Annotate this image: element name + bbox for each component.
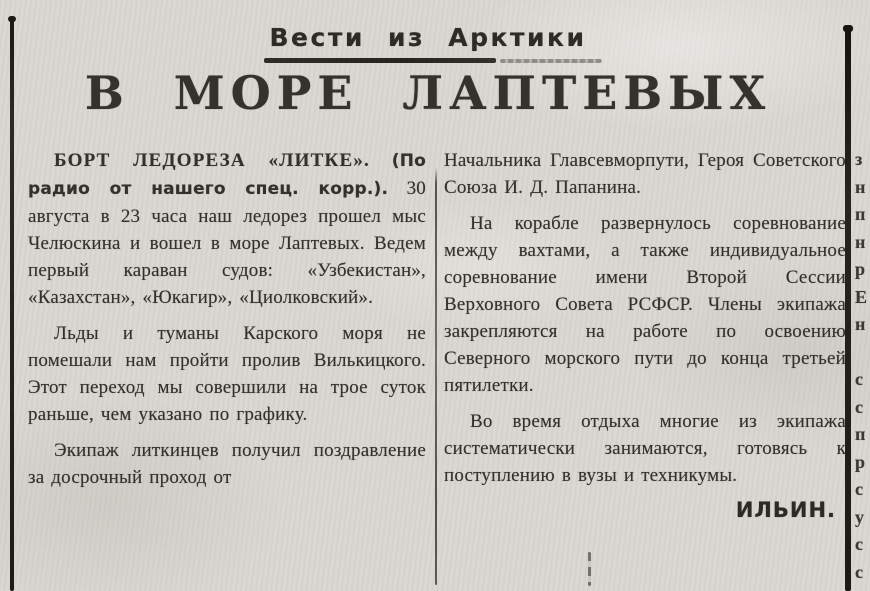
paragraph: Льды и туманы Карского моря не помешали нам пройти пролив Вилькицкого. Этот переход мы совершили на трое суток раньше, чем указано по графику.: [28, 323, 426, 425]
kicker-underline-light: [500, 59, 602, 63]
margin-fragment: п: [855, 424, 867, 444]
margin-fragment: н: [855, 231, 867, 252]
margin-fragment: с: [855, 534, 864, 554]
paragraph: На корабле развернулось соревнование между вахтами, а также индивидуальное соревнование имени Второй Сессии Верховного Совета РСФСР. Члены экипажа закрепляются на работе по освоению Северного морского пути до конца третьей пятилетки.: [444, 213, 846, 396]
margin-fragment: с: [855, 369, 864, 389]
article-column-right: [444, 147, 846, 591]
section-kicker: Вести из Арктики: [269, 23, 587, 52]
article-body: [28, 147, 846, 591]
paragraph-continuation: Начальника Главсевморпути, Героя Советского Союза И. Д. Папанина.: [444, 150, 846, 198]
margin-fragment: у: [855, 506, 865, 527]
kicker-underline-dark: [264, 58, 496, 63]
paragraph-text: 30 августа в 23 часа наш ледорез прошел мыс Челюскина и вошел в море Лаптевых. Ведем первый караван судов: «Узбекистан», «Казахстан», «Юкагир», «Циолковский».: [28, 178, 426, 308]
margin-fragment: з: [855, 149, 864, 169]
margin-fragment: н: [855, 176, 867, 197]
adjacent-column-fragments: [855, 146, 870, 591]
paragraph-lead: [28, 147, 426, 311]
margin-fragment: р: [855, 451, 867, 472]
margin-fragment: н: [855, 314, 867, 334]
margin-fragment: п: [855, 204, 867, 224]
margin-fragment: с: [855, 479, 864, 499]
margin-fragment: р: [855, 259, 867, 279]
article-column-left: [28, 147, 426, 591]
paragraph: Экипаж литкинцев получил поздравление за досрочный проход от: [28, 440, 426, 488]
margin-fragment: с: [855, 561, 864, 582]
headline: В МОРЕ ЛАПТЕВЫХ: [84, 66, 772, 120]
margin-fragment: Е: [855, 286, 869, 307]
margin-fragment: с: [855, 396, 864, 417]
author-signature: ИЛЬИН.: [735, 498, 836, 522]
print-artifact: [588, 552, 591, 586]
dateline: БОРТ ЛЕДОРЕЗА «ЛИТКЕ».: [54, 150, 370, 171]
paragraph: Во время отдыха многие из экипажа систематически занимаются, готовясь к поступлению в вузы и техникумы.: [444, 411, 846, 486]
correspondent-credit: (По радио от нашего спец. корр.).: [28, 151, 426, 199]
margin-fragment: [855, 339, 870, 367]
column-divider: [435, 167, 437, 585]
